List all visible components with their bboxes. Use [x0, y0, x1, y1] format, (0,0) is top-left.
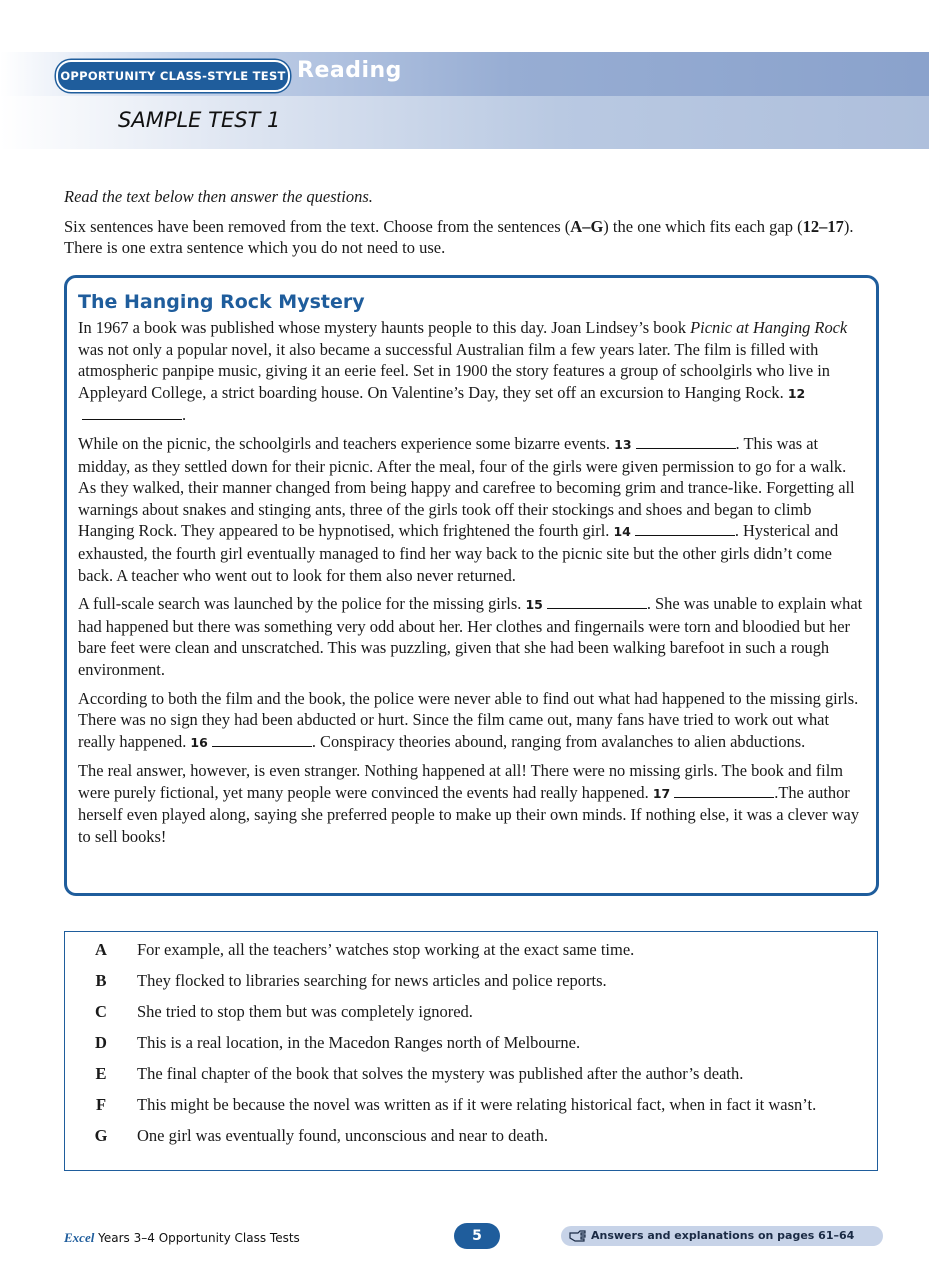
- option-text: They flocked to libraries searching for news articles and police reports.: [137, 971, 607, 990]
- option-letter: E: [95, 1064, 107, 1083]
- option-b[interactable]: [65, 970, 877, 991]
- answers-text: Answers and explanations on pages 61–64: [591, 1229, 855, 1242]
- page-number: 5: [454, 1223, 500, 1249]
- gap-16-label: 16: [190, 734, 208, 750]
- test-type-pill: OPPORTUNITY CLASS-STYLE TEST: [56, 60, 290, 92]
- gap-13-blank[interactable]: [636, 434, 736, 449]
- option-text: For example, all the teachers’ watches stop working at the exact same time.: [137, 940, 635, 959]
- option-letter: D: [95, 1033, 107, 1052]
- instructions: [64, 186, 864, 258]
- footer-series: Excel Years 3–4 Opportunity Class Tests: [64, 1230, 300, 1245]
- task-description: Six sentences have been removed from the text. Choose from the sentences (A–G) the one which fits each gap (12–17). There is one extra sentence which you do not need to use.: [64, 217, 854, 257]
- option-text: One girl was eventually found, unconscious and near to death.: [137, 1126, 549, 1145]
- passage-paragraph-5: The real answer, however, is even stranger. Nothing happened at all! There were no missing girls. The book and film were purely fictional, yet many people were convinced the events had really happened. 17 .The author herself even played along, saying she preferred people to make up their own minds. If nothing else, it was a clever way to sell books!: [78, 761, 860, 847]
- option-a[interactable]: [65, 939, 877, 960]
- option-letter: G: [94, 1126, 108, 1145]
- option-letter: B: [95, 971, 107, 990]
- passage-paragraph-1: In 1967 a book was published whose mystery haunts people to this day. Joan Lindsey’s book Picnic at Hanging Rock was not only a popular novel, it also became a successful Australian film a few years later. The film is filled with atmospheric panpipe music, giving it an eerie feel. Set in 1900 the story features a group of schoolgirls who live in Appleyard College, a strict boarding house. On Valentine’s Day, they set off an excursion to Hanging Rock. 12.: [78, 318, 848, 425]
- gap-15-label: 15: [525, 597, 543, 613]
- gap-17-blank[interactable]: [674, 783, 774, 798]
- passage-box: [64, 275, 879, 896]
- gap-17-label: 17: [652, 785, 671, 801]
- option-text: This is a real location, in the Macedon Ranges north of Melbourne.: [137, 1033, 581, 1052]
- pointing-hand-icon: [569, 1230, 587, 1242]
- passage-title: The Hanging Rock Mystery: [78, 291, 365, 313]
- option-letter: F: [95, 1095, 107, 1114]
- answer-options: [64, 931, 878, 1171]
- option-text: The final chapter of the book that solves the mystery was published after the author’s death.: [137, 1064, 744, 1083]
- section-title: Reading: [297, 58, 402, 83]
- gap-12-label: 12: [787, 385, 806, 401]
- option-g[interactable]: [65, 1125, 877, 1146]
- option-f[interactable]: [65, 1094, 877, 1115]
- gap-15-blank[interactable]: [547, 594, 647, 609]
- passage-paragraph-4: According to both the film and the book, the police were never able to find out what had happened to the missing girls. There was no sign they had been abducted or hurt. Since the film came out, many fans have tried to work out what really happened. 16 . Conspiracy theories abound, ranging from avalanches to alien abductions.: [78, 688, 859, 751]
- answers-reference: [561, 1226, 883, 1246]
- option-letter: C: [95, 1002, 107, 1021]
- gap-14-blank[interactable]: [635, 521, 735, 536]
- passage-paragraph-2: While on the picnic, the schoolgirls and teachers experience some bizarre events. 13 . This was at midday, as they settled down for their picnic. After the meal, four of the girls were given permission to go for a walk. As they walked, their manner changed from being happy and carefree to becoming grim and trance-like. Forgetting all warnings about snakes and stinging ants, three of the girls took off their stockings and shoes and began to climb Hanging Rock. They appeared to be hypnotised, which frightened the fourth girl. 14 . Hysterical and exhausted, the fourth girl eventually managed to find her way back to the picnic site but the other girls didn’t come back. A teacher who went out to look for them also never returned.: [78, 433, 855, 585]
- gap-14-label: 14: [613, 524, 631, 540]
- gap-16-blank[interactable]: [212, 732, 312, 747]
- passage-paragraph-3: A full-scale search was launched by the police for the missing girls. 15 . She was unable to explain what had happened but there was something very odd about her. Her clothes and fingernails were torn and bloodied but her bare feet were clean and unscratched. This was puzzling, given that she had been walking barefoot in such a rough environment.: [78, 594, 863, 679]
- instruction-line: Read the text below then answer the questions.: [64, 187, 373, 206]
- option-text: She tried to stop them but was completely ignored.: [137, 1002, 473, 1021]
- brand-logo: Excel: [64, 1230, 95, 1245]
- option-text: This might be because the novel was written as if it were relating historical fact, when in fact it wasn’t.: [137, 1095, 817, 1114]
- option-d[interactable]: [65, 1032, 877, 1053]
- option-e[interactable]: [65, 1063, 877, 1084]
- option-letter: A: [95, 940, 107, 959]
- gap-13-label: 13: [614, 436, 632, 452]
- page-title: SAMPLE TEST 1: [118, 108, 281, 132]
- gap-12-blank[interactable]: [82, 405, 182, 420]
- option-c[interactable]: [65, 1001, 877, 1022]
